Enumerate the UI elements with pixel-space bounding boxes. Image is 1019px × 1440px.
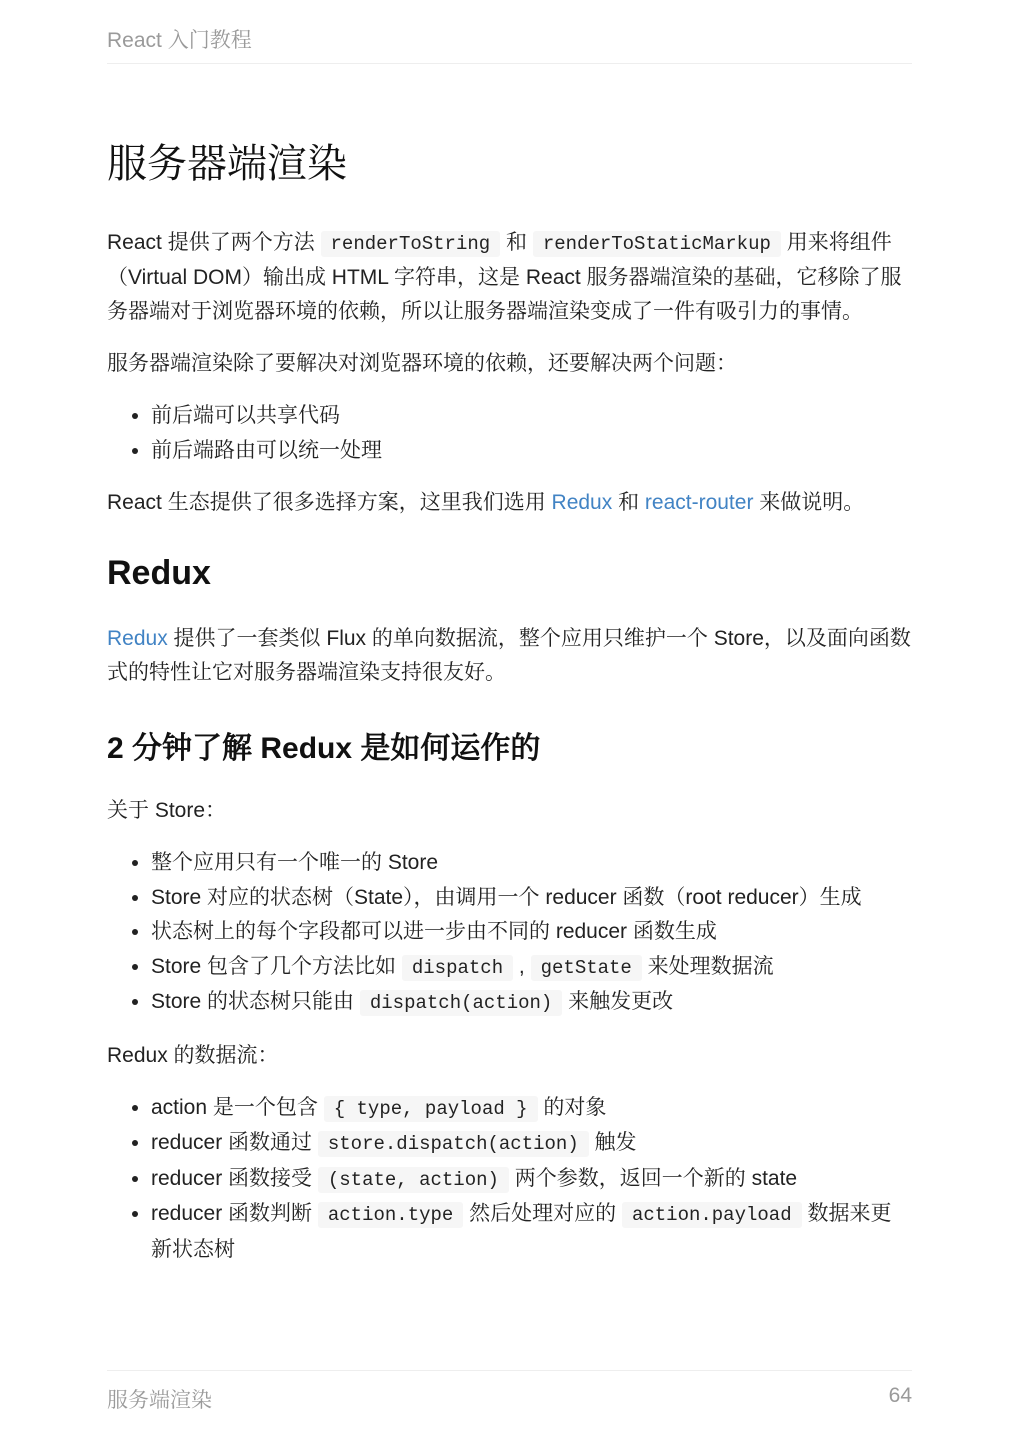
flow-list	[107, 1091, 912, 1268]
text: action 是一个包含	[151, 1095, 324, 1119]
text: Store 包含了几个方法比如	[151, 954, 402, 978]
list-item	[151, 950, 912, 986]
text: reducer 函数接受	[151, 1166, 318, 1190]
text: 用来将组件（Virtual DOM）输出成 HTML 字符串，这是 React 服务器端渲染的基础，它移除了服务器端对于浏览器环境的依赖，所以让服务器端渲染变成了一件有吸引力的事情。	[107, 231, 902, 323]
problems-list	[107, 399, 912, 468]
inline-code: getState	[531, 955, 642, 981]
text: reducer 函数通过	[151, 1131, 318, 1154]
text: 来触发更改	[562, 990, 674, 1013]
section-title: 服务器端渲染	[107, 142, 347, 186]
react-router-link[interactable]: react-router	[644, 491, 754, 514]
text: 两个参数，返回一个新的 state	[508, 1166, 798, 1190]
text: 和	[500, 231, 533, 254]
list-item: • 前后端路由可以统一处理	[151, 434, 912, 469]
ecosystem-paragraph	[107, 486, 912, 520]
intro-paragraph	[107, 226, 912, 329]
inline-code: dispatch	[402, 955, 513, 981]
text: 来做说明。	[753, 491, 865, 514]
store-list	[107, 846, 912, 1021]
list-item	[151, 985, 912, 1021]
text: 来处理数据流	[641, 954, 774, 978]
inline-code: renderToStaticMarkup	[533, 231, 781, 257]
store-intro: 关于 Store：	[107, 799, 227, 822]
list-item: • 状态树上的每个字段都可以进一步由不同的 reducer 函数生成	[151, 915, 912, 950]
text: React 生态提供了很多选择方案，这里我们选用	[107, 491, 552, 514]
text: reducer 函数判断	[151, 1202, 318, 1225]
list-item	[151, 1197, 912, 1267]
text: Store 的状态树只能由	[151, 990, 360, 1013]
text: React 提供了两个方法	[107, 231, 321, 254]
inline-code: { type, payload }	[324, 1096, 538, 1122]
book-title: React 入门教程	[107, 29, 252, 52]
list-item: • 前后端可以共享代码	[151, 399, 912, 434]
page-header	[107, 24, 912, 64]
footer-section-title: 服务端渲染	[107, 1389, 212, 1412]
redux-link[interactable]: Redux	[551, 491, 613, 514]
page-footer	[107, 1370, 912, 1420]
page-number: 64	[888, 1384, 912, 1407]
main-content	[107, 138, 912, 1285]
list-item	[151, 1162, 912, 1198]
text: 然后处理对应的	[463, 1202, 622, 1225]
list-item	[151, 1126, 912, 1162]
redux-heading: Redux	[107, 554, 211, 592]
flow-intro: Redux 的数据流：	[107, 1043, 279, 1067]
inline-code: action.payload	[622, 1202, 802, 1228]
inline-code: dispatch(action)	[360, 990, 562, 1016]
inline-code: action.type	[318, 1202, 463, 1228]
text: 的对象	[537, 1095, 607, 1119]
list-item: • 整个应用只有一个唯一的 Store	[151, 846, 912, 881]
redux-link[interactable]: Redux	[107, 627, 168, 650]
inline-code: store.dispatch(action)	[318, 1131, 589, 1157]
how-it-works-heading: 2 分钟了解 Redux 是如何运作的	[107, 732, 541, 765]
text: ,	[513, 954, 531, 978]
problems-intro: 服务器端渲染除了要解决对浏览器环境的依赖，还要解决两个问题：	[107, 352, 737, 375]
list-item	[151, 1091, 912, 1127]
text: 数据来更新状态树	[151, 1202, 892, 1261]
redux-intro	[107, 622, 912, 690]
text: 和	[612, 491, 645, 514]
text: 提供了一套类似 Flux 的单向数据流，整个应用只维护一个 Store，以及面向函数式的特性让它对服务器端渲染支持很友好。	[107, 627, 911, 684]
inline-code: renderToString	[321, 231, 501, 257]
list-item: • Store 对应的状态树（State），由调用一个 reducer 函数（root reducer）生成	[151, 881, 912, 916]
text: 触发	[588, 1131, 637, 1154]
inline-code: (state, action)	[318, 1167, 509, 1193]
